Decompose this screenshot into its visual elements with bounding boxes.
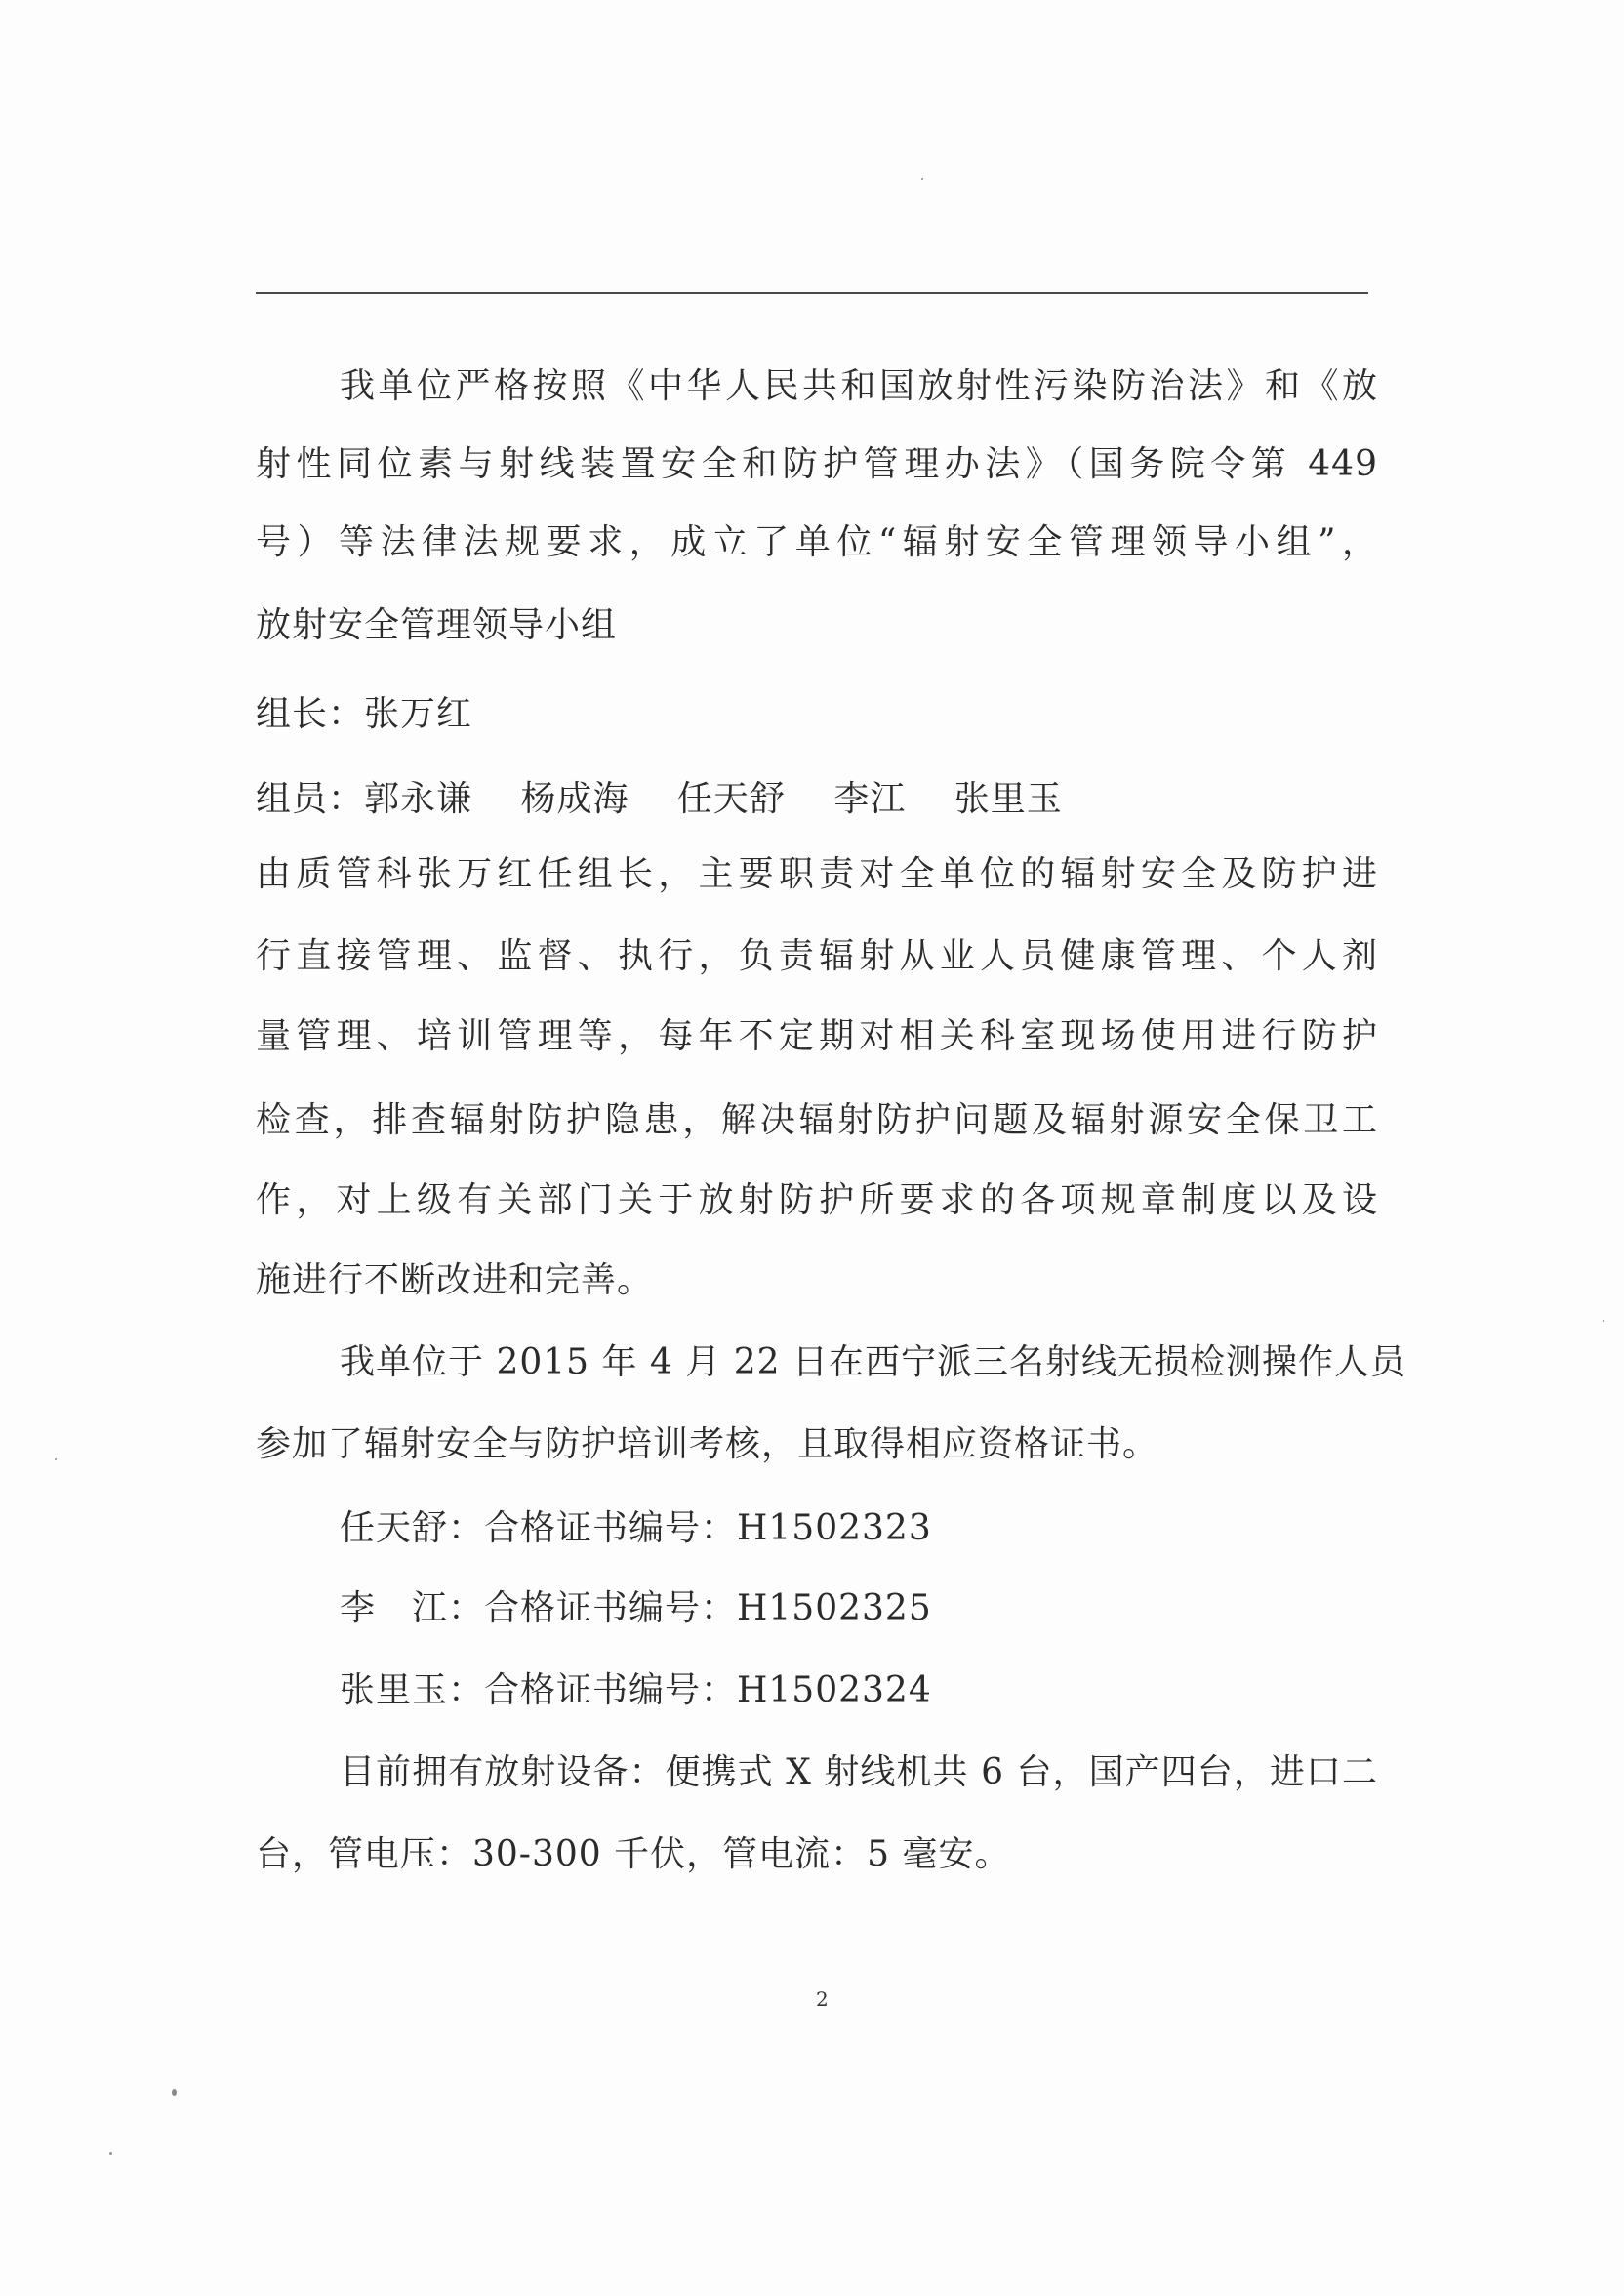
certificate-li-jiang: 李 江：合格证书编号：H1502325: [340, 1588, 932, 1628]
group-members: 组员：郭永谦 杨成海 任天舒 李江 张里玉: [256, 779, 1063, 819]
paragraph-3-line-1: 我单位于 2015 年 4 月 22 日在西宁派三名射线无损检测操作人员: [340, 1342, 1406, 1382]
certificate-ren-tianshu: 任天舒：合格证书编号：H1502323: [340, 1508, 932, 1548]
paragraph-1-line-4: 放射安全管理领导小组: [256, 605, 618, 645]
paragraph-2-line-1: 由质管科张万红任组长，主要职责对全单位的辐射安全及防护进: [256, 854, 1378, 894]
scan-speck: [921, 178, 923, 180]
scan-speck: [109, 2152, 112, 2155]
certificate-zhang-liyu: 张里玉：合格证书编号：H1502324: [340, 1670, 932, 1710]
equipment-line-2: 台，管电压：30-300 千伏，管电流：5 毫安。: [256, 1834, 1011, 1874]
paragraph-2-line-2: 行直接管理、监督、执行，负责辐射从业人员健康管理、个人剂: [256, 936, 1378, 976]
paragraph-2-line-5: 作，对上级有关部门关于放射防护所要求的各项规章制度以及设: [256, 1180, 1378, 1220]
group-leader: 组长：张万红: [256, 694, 473, 734]
scan-speck: [1603, 1320, 1604, 1322]
paragraph-1-line-3: 号）等法律法规要求，成立了单位“辐射安全管理领导小组”，: [256, 522, 1378, 562]
paragraph-3-line-2: 参加了辐射安全与防护培训考核，且取得相应资格证书。: [256, 1424, 1159, 1464]
paragraph-1-line-2: 射性同位素与射线装置安全和防护管理办法》（国务院令第 449: [256, 444, 1378, 484]
equipment-line-1: 目前拥有放射设备：便携式 X 射线机共 6 台，国产四台，进口二: [340, 1752, 1378, 1792]
paragraph-2-line-3: 量管理、培训管理等，每年不定期对相关科室现场使用进行防护: [256, 1016, 1378, 1056]
paragraph-2-line-6: 施进行不断改进和完善。: [256, 1260, 654, 1300]
header-rule: [256, 292, 1368, 294]
paragraph-1-line-1: 我单位严格按照《中华人民共和国放射性污染防治法》和《放: [340, 366, 1378, 406]
scan-speck: [55, 1458, 57, 1460]
page-number: 2: [816, 1988, 829, 2011]
scan-speck: [172, 2089, 177, 2096]
paragraph-2-line-4: 检查，排查辐射防护隐患，解决辐射防护问题及辐射源安全保卫工: [256, 1100, 1378, 1140]
